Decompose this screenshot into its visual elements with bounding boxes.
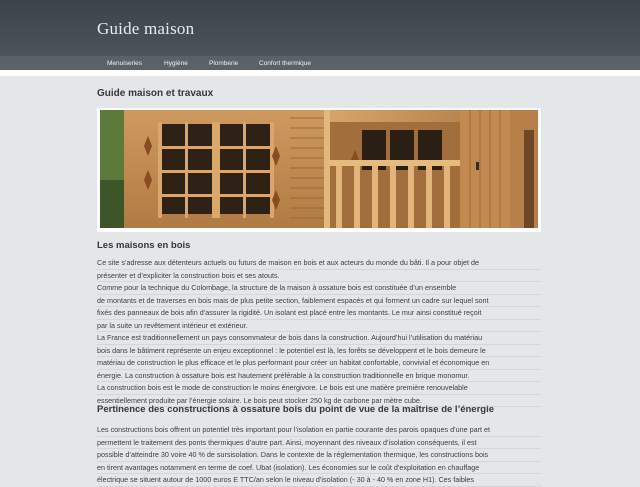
section-title-maisons-bois: Les maisons en bois <box>97 240 191 251</box>
paragraph-line: possible d’atteindre 30 voire 40 % de sursisolation. Dans le contexte de la réglementation thermique, les constructions bois <box>97 449 541 462</box>
paragraph-line: Ce site s’adresse aux détenteurs actuels ou futurs de maison en bois et aux acteurs du monde du bâti. Il a pour objet de <box>97 257 541 270</box>
main-nav <box>0 56 640 70</box>
paragraph-line: Les constructions bois offrent un potentiel très important pour l’isolation en partie courante des parois opaques d’une part et <box>97 424 541 437</box>
paragraph-line: matériau de construction le plus efficace et le plus performant pour créer un habitat confortable, convivial et économique en <box>97 357 541 370</box>
nav-item-confort-thermique[interactable]: Confort thermique <box>259 60 312 67</box>
paragraph-line: fixés des panneaux de bois afin d’assurer la rigidité. Un isolant est placé entre les montants. Le mur ainsi constitué reçoit <box>97 307 541 320</box>
nav-item-hygiene[interactable]: Hygiène <box>164 60 188 67</box>
paragraph-line: en tirent avantages notamment en terme de coef. Ubat (isolation). Les économies sur le coût d’exploitation en chauffage <box>97 462 541 475</box>
site-header <box>0 0 640 58</box>
paragraph-line: électrique se situent autour de 1000 euros E TTC/an selon le niveau d’isolation (- 30 à - 40 % en zone H1). Ces faibles <box>97 474 541 487</box>
section-title-pertinence-energie: Pertinence des constructions à ossature bois du point de vue de la maîtrise de l’énergie <box>97 404 495 415</box>
site-title[interactable]: Guide maison <box>97 19 195 38</box>
paragraph-line: énergie. La construction à ossature bois est hautement préférable à la construction traditionnelle en brique monomur. <box>97 370 541 383</box>
paragraph-line: présenter et d’expliciter la construction bois et ses atouts. <box>97 270 541 283</box>
nav-item-menuiseries[interactable]: Menuiseries <box>107 60 143 67</box>
wooden-house-photo <box>100 110 538 228</box>
nav-item-plomberie[interactable]: Plomberie <box>209 60 239 67</box>
paragraph-line: La construction bois est le mode de construction le moins énergivore. Le bois est une matière première renouvelable <box>97 382 541 395</box>
paragraph-line: de montants et de traverses en bois mais de plus petite section, faiblement espacés et qui forment un cadre sur lequel sont <box>97 295 541 308</box>
banner-image <box>97 108 541 232</box>
section-text-pertinence-energie <box>97 424 541 487</box>
section-text-maisons-bois <box>97 257 541 407</box>
paragraph-line: par la suite un revêtement intérieur et extérieur. <box>97 320 541 333</box>
page-title: Guide maison et travaux <box>97 88 214 99</box>
paragraph-line: bois dans le bâtiment représente un enjeu exceptionnel : le potentiel est là, les forêts se développent et le bois demeure le <box>97 345 541 358</box>
paragraph-line: La France est traditionnellement un pays consommateur de bois dans la construction. Aujourd’hui l’utilisation du matériau <box>97 332 541 345</box>
header-divider <box>0 70 640 76</box>
paragraph-line: Comme pour la technique du Colombage, la structure de la maison à ossature bois est constituée d’un ensemble <box>97 282 541 295</box>
paragraph-line: essentiellement produite par l’énergie solaire. Le bois peut stocker 250 kg de carbone par mètre cube. <box>97 395 541 408</box>
paragraph-line: permettent le traitement des ponts thermiques d’autre part. Ainsi, moyennant des niveaux d’isolation conséquents, il est <box>97 437 541 450</box>
